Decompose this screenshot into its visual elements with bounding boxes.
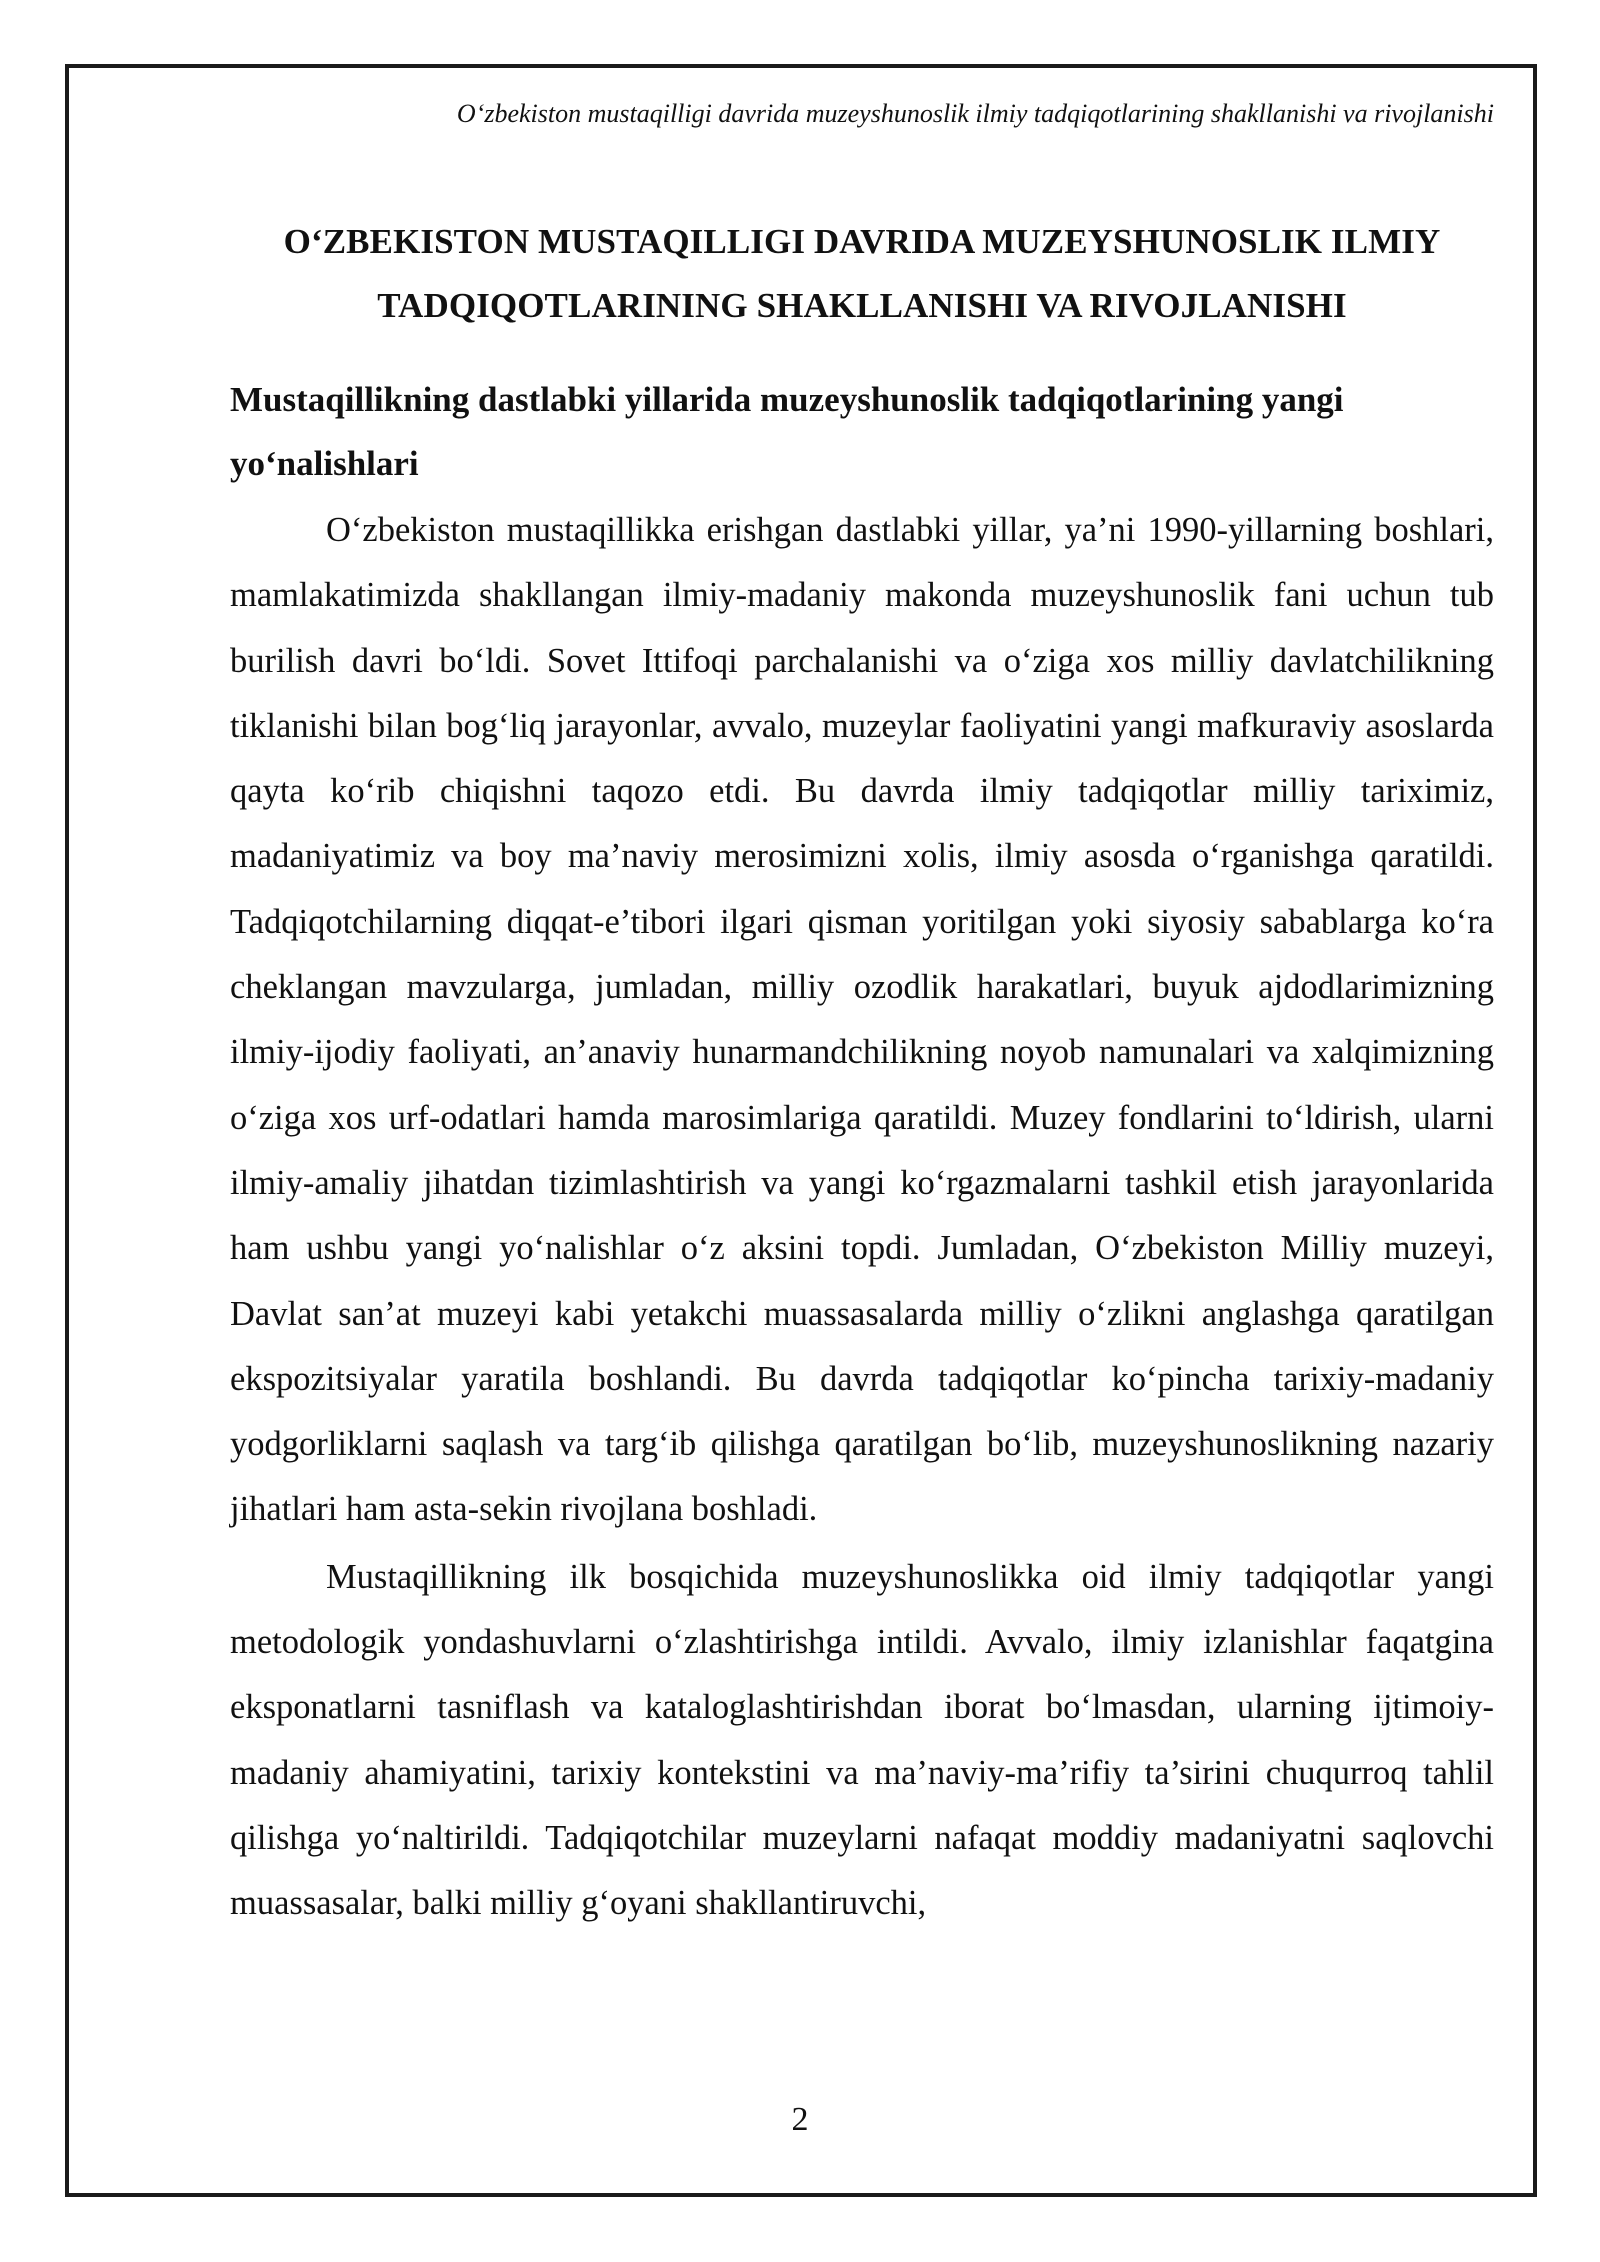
document-body	[230, 210, 1494, 1937]
running-header: O‘zbekiston mustaqilligi davrida muzeyshunoslik ilmiy tadqiqotlarining shakllanishi va rivojlanishi	[456, 99, 1494, 128]
paragraph: Mustaqillikning ilk bosqichida muzeyshunoslikka oid ilmiy tadqiqotlar yangi metodologik yondashuvlarni o‘zlashtirishga intildi. Avvalo, ilmiy izlanishlar faqatgina eksponatlarni tasniflash va kataloglashtirishdan iborat bo‘lmasdan, ularning ijtimoiy-madaniy ahamiyatini, tarixiy kontekstini va ma’naviy-ma’rifiy ta’sirini chuqurroq tahlil qilishga yo‘naltirildi. Tadqiqotchilar muzeylarni nafaqat moddiy madaniyatni saqlovchi muassasalar, balki milliy g‘oyani shakllantiruvchi,	[230, 1557, 1494, 1923]
page-number: 2	[791, 2101, 809, 2138]
section-heading: Mustaqillikning dastlabki yillarida muzeyshunoslik tadqiqotlarining yangi yo‘nalishlari	[230, 380, 1344, 483]
paragraph: O‘zbekiston mustaqillikka erishgan dastlabki yillar, ya’ni 1990-yillarning boshlari, mamlakatimizda shakllangan ilmiy-madaniy makonda muzeyshunoslik fani uchun tub burilish davri bo‘ldi. Sovet Ittifoqi parchalanishi va o‘ziga xos milliy davlatchilikning tiklanishi bilan bog‘liq jarayonlar, avvalo, muzeylar faoliyatini yangi mafkuraviy asoslarda qayta ko‘rib chiqishni taqozo etdi. Bu davrda ilmiy tadqiqotlar milliy tariximiz, madaniyatimiz va boy ma’naviy merosimizni xolis, ilmiy asosda o‘rganishga qaratildi. Tadqiqotchilarning diqqat-e’tibori ilgari qisman yoritilgan yoki siyosiy sabablarga ko‘ra cheklangan mavzularga, jumladan, milliy ozodlik harakatlari, buyuk ajdodlarimizning ilmiy-ijodiy faoliyati, an’anaviy hunarmandchilikning noyob namunalari va xalqimizning o‘ziga xos urf-odatlari hamda marosimlariga qaratildi. Muzey fondlarini to‘ldirish, ularni ilmiy-amaliy jihatdan tizimlashtirish va yangi ko‘rgazmalarni tashkil etish jarayonlarida ham ushbu yangi yo‘nalishlar o‘z aksini topdi. Jumladan, O‘zbekiston Milliy muzeyi, Davlat san’at muzeyi kabi yetakchi muassasalarda milliy o‘zlikni anglashga qaratilgan ekspozitsiyalar yaratila boshlandi. Bu davrda tadqiqotlar ko‘pincha tarixiy-madaniy yodgorliklarni saqlash va targ‘ib qilishga qaratilgan bo‘lib, muzeyshunoslikning nazariy jihatlari ham asta-sekin rivojlana boshladi.	[230, 511, 1494, 1529]
document-title: O‘ZBEKISTON MUSTAQILLIGI DAVRIDA MUZEYSHUNOSLIK ILMIY TADQIQOTLARINING SHAKLLANISHI VA RIVOJLANISHI	[283, 222, 1441, 325]
